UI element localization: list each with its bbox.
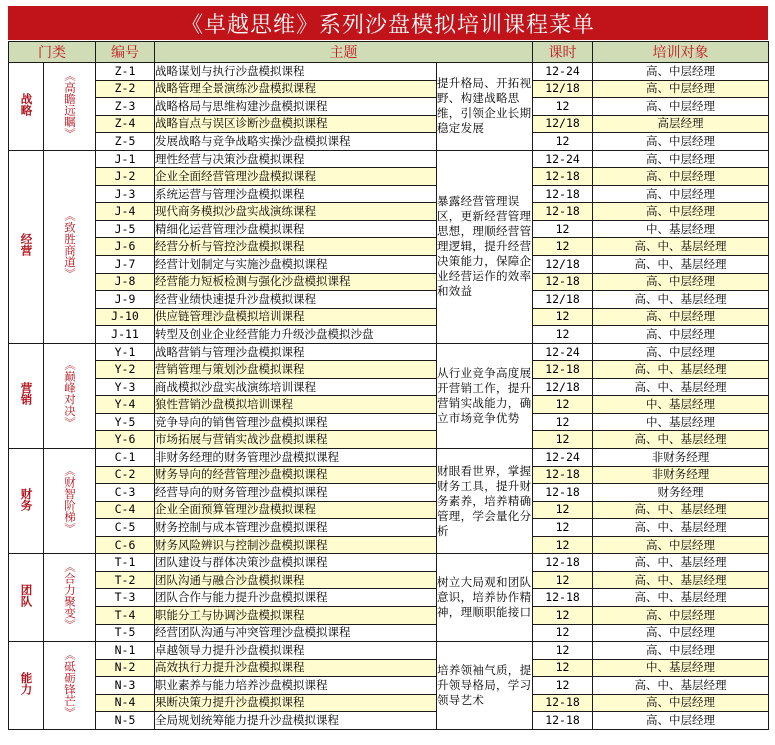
table-row [9, 185, 769, 203]
course-target: 高、中层经理 [593, 80, 769, 98]
table-row [9, 273, 769, 291]
course-name: 狼性营销沙盘模拟培训课程 [155, 396, 437, 414]
course-target: 高、中层经理 [593, 642, 769, 660]
course-hours: 12 [533, 326, 593, 344]
course-code: T-2 [96, 571, 155, 589]
course-target: 高、中层经理 [593, 624, 769, 642]
course-table-body [9, 63, 769, 730]
course-name: 经营导向的财务管理沙盘模拟课程 [155, 484, 437, 502]
category-description: 培养领袖气质，提升领导格局，学习领导艺术 [437, 642, 533, 730]
course-name: 现代商务模拟沙盘实战演练课程 [155, 203, 437, 221]
table-row [9, 203, 769, 221]
course-name: 企业全面经营管理沙盘模拟课程 [155, 168, 437, 186]
course-code: C-5 [96, 519, 155, 537]
course-code: Z-4 [96, 115, 155, 133]
course-name: 卓越领导力提升沙盘模拟课程 [155, 642, 437, 660]
course-hours: 12 [533, 642, 593, 660]
course-hours: 12 [533, 519, 593, 537]
course-code: Y-2 [96, 361, 155, 379]
course-hours: 12 [533, 571, 593, 589]
header-row [9, 42, 769, 63]
table-row [9, 396, 769, 414]
course-code: T-5 [96, 624, 155, 642]
course-code: Z-1 [96, 63, 155, 81]
course-name: 竞争导向的销售管理沙盘模拟课程 [155, 413, 437, 431]
category-slogan [44, 63, 96, 151]
course-code: J-6 [96, 238, 155, 256]
course-name: 团队建设与群体决策沙盘模拟课程 [155, 554, 437, 572]
category-description: 暴露经营管理误区，更新经营管理思想，理顺经营管理逻辑，提升经营决策能力，保障企业经营运作的效率和效益 [437, 150, 533, 343]
course-name: 经营团队沟通与冲突管理沙盘模拟课程 [155, 624, 437, 642]
course-code: Z-5 [96, 133, 155, 151]
table-row [9, 536, 769, 554]
table-row [9, 501, 769, 519]
table-row [9, 168, 769, 186]
course-hours: 12-18 [533, 589, 593, 607]
course-target: 高、中、基层经理 [593, 291, 769, 309]
course-target: 高、中层经理 [593, 343, 769, 361]
slogan-text: 《合力聚变》 [63, 561, 77, 631]
category-text: 团队 [19, 584, 34, 608]
course-target: 高、中层经理 [593, 168, 769, 186]
course-hours: 12 [533, 677, 593, 695]
course-target: 中、基层经理 [593, 396, 769, 414]
course-hours: 12-18 [533, 185, 593, 203]
course-hours: 12 [533, 308, 593, 326]
course-target: 高、中、基层经理 [593, 501, 769, 519]
course-code: C-3 [96, 484, 155, 502]
course-name: 供应链管理沙盘模拟培训课程 [155, 308, 437, 326]
course-hours: 12/18 [533, 291, 593, 309]
table-row [9, 413, 769, 431]
category-description: 从行业竞争高度展开营销工作，提升营销实战能力，确立市场竞争优势 [437, 343, 533, 448]
course-target: 高、中、基层经理 [593, 431, 769, 449]
category-slogan [44, 343, 96, 448]
course-target: 高、中层经理 [593, 326, 769, 344]
course-name: 经营业绩快速提升沙盘模拟课程 [155, 291, 437, 309]
course-code: Y-1 [96, 343, 155, 361]
table-row [9, 98, 769, 116]
course-hours: 12 [533, 431, 593, 449]
course-code: C-1 [96, 449, 155, 467]
course-hours: 12-18 [533, 712, 593, 730]
course-target: 中、基层经理 [593, 659, 769, 677]
course-code: T-4 [96, 606, 155, 624]
course-target: 中、基层经理 [593, 413, 769, 431]
table-row [9, 238, 769, 256]
table-row [9, 361, 769, 379]
course-code: Z-2 [96, 80, 155, 98]
course-hours: 12 [533, 396, 593, 414]
course-code: N-4 [96, 694, 155, 712]
course-target: 高、中层经理 [593, 185, 769, 203]
course-code: Y-5 [96, 413, 155, 431]
course-target: 高、中、基层经理 [593, 589, 769, 607]
category-slogan [44, 449, 96, 554]
course-name: 经营能力短板检测与强化沙盘模拟课程 [155, 273, 437, 291]
course-target: 高、中层经理 [593, 606, 769, 624]
course-target: 高、中层经理 [593, 694, 769, 712]
category-label [9, 343, 44, 448]
category-label [9, 63, 44, 151]
table-row [9, 63, 769, 81]
course-hours: 12-18 [533, 361, 593, 379]
category-description: 提升格局、开拓视野、构建战略思维，引领企业长期稳定发展 [437, 63, 533, 151]
course-target: 中、基层经理 [593, 220, 769, 238]
course-hours: 12/18 [533, 256, 593, 274]
course-code: N-3 [96, 677, 155, 695]
course-hours: 12 [533, 238, 593, 256]
slogan-text: 《财智阶梯》 [63, 464, 77, 534]
slogan-text: 《巅峰对决》 [63, 359, 77, 429]
course-hours: 12/18 [533, 378, 593, 396]
course-target: 高、中、基层经理 [593, 256, 769, 274]
course-hours: 12 [533, 606, 593, 624]
course-hours: 12 [533, 624, 593, 642]
course-hours: 12/18 [533, 115, 593, 133]
header-target: 培训对象 [593, 42, 769, 63]
table-row [9, 712, 769, 730]
course-target: 高、中、基层经理 [593, 554, 769, 572]
course-code: C-6 [96, 536, 155, 554]
course-hours: 12-18 [533, 168, 593, 186]
course-name: 职能分工与协调沙盘模拟课程 [155, 606, 437, 624]
course-target: 高、中层经理 [593, 712, 769, 730]
course-code: J-8 [96, 273, 155, 291]
course-name: 非财务经理的财务管理沙盘模拟课程 [155, 449, 437, 467]
course-target: 高层经理 [593, 115, 769, 133]
course-target: 高、中、基层经理 [593, 378, 769, 396]
course-name: 财务风险辨识与控制沙盘模拟课程 [155, 536, 437, 554]
course-hours: 12-18 [533, 203, 593, 221]
table-row [9, 80, 769, 98]
course-code: J-11 [96, 326, 155, 344]
table-row [9, 642, 769, 660]
category-label [9, 642, 44, 730]
table-row [9, 256, 769, 274]
course-name: 团队沟通与融合沙盘模拟课程 [155, 571, 437, 589]
course-code: Z-3 [96, 98, 155, 116]
course-hours: 12/18 [533, 80, 593, 98]
course-code: J-5 [96, 220, 155, 238]
course-target: 非财务经理 [593, 449, 769, 467]
course-name: 战略盲点与误区诊断沙盘模拟课程 [155, 115, 437, 133]
course-hours: 12-24 [533, 63, 593, 81]
course-hours: 12-18 [533, 273, 593, 291]
course-hours: 12-24 [533, 150, 593, 168]
course-target: 高、中层经理 [593, 273, 769, 291]
course-hours: 12-18 [533, 484, 593, 502]
course-target: 高、中层经理 [593, 203, 769, 221]
category-slogan [44, 554, 96, 642]
table-row [9, 326, 769, 344]
course-hours: 12 [533, 501, 593, 519]
course-code: N-2 [96, 659, 155, 677]
table-row [9, 291, 769, 309]
course-name: 精细化运营管理沙盘模拟课程 [155, 220, 437, 238]
course-hours: 12 [533, 133, 593, 151]
course-target: 高、中层经理 [593, 133, 769, 151]
course-name: 理性经营与决策沙盘模拟课程 [155, 150, 437, 168]
category-slogan [44, 642, 96, 730]
course-code: J-4 [96, 203, 155, 221]
table-row [9, 150, 769, 168]
category-text: 财务 [19, 487, 34, 511]
course-name: 战略谋划与执行沙盘模拟课程 [155, 63, 437, 81]
course-name: 经营计划制定与实施沙盘模拟课程 [155, 256, 437, 274]
table-row [9, 343, 769, 361]
course-menu-table [8, 41, 769, 730]
table-row [9, 589, 769, 607]
table-row [9, 220, 769, 238]
category-label [9, 449, 44, 554]
category-description: 树立大局观和团队意识，培养协作精神，理顺职能接口 [437, 554, 533, 642]
course-code: Y-4 [96, 396, 155, 414]
course-code: J-1 [96, 150, 155, 168]
course-code: J-9 [96, 291, 155, 309]
course-code: T-3 [96, 589, 155, 607]
course-target: 高、中、基层经理 [593, 519, 769, 537]
course-name: 职业素养与能力培养沙盘模拟课程 [155, 677, 437, 695]
course-code: J-3 [96, 185, 155, 203]
header-hours: 课时 [533, 42, 593, 63]
course-target: 高、中层经理 [593, 63, 769, 81]
course-target: 高、中层经理 [593, 150, 769, 168]
course-hours: 12 [533, 659, 593, 677]
header-category: 门类 [9, 42, 96, 63]
table-row [9, 571, 769, 589]
course-target: 高、中、基层经理 [593, 571, 769, 589]
course-target: 高、中层经理 [593, 536, 769, 554]
table-row [9, 624, 769, 642]
table-row [9, 431, 769, 449]
header-topic: 主题 [155, 42, 533, 63]
table-row [9, 133, 769, 151]
course-target: 高、中、基层经理 [593, 677, 769, 695]
category-text: 经营 [19, 233, 34, 257]
course-name: 财务导向的经营管理沙盘模拟课程 [155, 466, 437, 484]
table-row [9, 606, 769, 624]
course-target: 高、中、基层经理 [593, 361, 769, 379]
course-name: 财务控制与成本管理沙盘模拟课程 [155, 519, 437, 537]
course-name: 经营分析与管控沙盘模拟课程 [155, 238, 437, 256]
course-code: C-2 [96, 466, 155, 484]
page-title: 《卓越思维》系列沙盘模拟培训课程菜单 [8, 6, 768, 40]
course-code: T-1 [96, 554, 155, 572]
course-name: 系统运营与管理沙盘模拟课程 [155, 185, 437, 203]
course-hours: 12 [533, 98, 593, 116]
slogan-text: 《砥砺锋芒》 [63, 648, 77, 718]
course-code: Y-3 [96, 378, 155, 396]
course-name: 战略管理全景演练沙盘模拟课程 [155, 80, 437, 98]
course-target: 高、中层经理 [593, 308, 769, 326]
category-label [9, 150, 44, 343]
course-hours: 12-24 [533, 449, 593, 467]
course-name: 市场拓展与营销实战沙盘模拟课程 [155, 431, 437, 449]
table-row [9, 466, 769, 484]
category-slogan [44, 150, 96, 343]
course-name: 果断决策力提升沙盘模拟课程 [155, 694, 437, 712]
category-text: 战略 [19, 92, 34, 116]
table-row [9, 115, 769, 133]
course-name: 战略格局与思维构建沙盘模拟课程 [155, 98, 437, 116]
course-hours: 12-18 [533, 694, 593, 712]
table-row [9, 449, 769, 467]
course-name: 全局规划统筹能力提升沙盘模拟课程 [155, 712, 437, 730]
course-code: N-5 [96, 712, 155, 730]
course-target: 财务经理 [593, 484, 769, 502]
course-name: 营销管理与策划沙盘模拟课程 [155, 361, 437, 379]
course-hours: 12 [533, 220, 593, 238]
course-code: J-2 [96, 168, 155, 186]
course-name: 转型及创业企业经营能力升级沙盘模拟沙盘 [155, 326, 437, 344]
course-code: J-10 [96, 308, 155, 326]
course-code: J-7 [96, 256, 155, 274]
course-code: N-1 [96, 642, 155, 660]
table-row [9, 554, 769, 572]
slogan-text: 《致胜商道》 [63, 210, 77, 280]
category-description: 财眼看世界，掌握财务工具，提升财务素养，培养精确管理，学会量化分析 [437, 449, 533, 554]
table-row [9, 484, 769, 502]
course-hours: 12-18 [533, 554, 593, 572]
category-text: 能力 [19, 671, 34, 695]
course-target: 高、中、基层经理 [593, 238, 769, 256]
table-row [9, 659, 769, 677]
course-name: 团队合作与能力提升沙盘模拟课程 [155, 589, 437, 607]
course-target: 非财务经理 [593, 466, 769, 484]
table-row [9, 519, 769, 537]
course-code: C-4 [96, 501, 155, 519]
course-code: Y-6 [96, 431, 155, 449]
course-name: 战略营销与管理沙盘模拟课程 [155, 343, 437, 361]
course-hours: 12-24 [533, 343, 593, 361]
table-row [9, 308, 769, 326]
course-hours: 12-18 [533, 466, 593, 484]
category-text: 营销 [19, 382, 34, 406]
course-hours: 12 [533, 536, 593, 554]
slogan-text: 《高瞻远瞩》 [63, 69, 77, 139]
course-name: 企业全面预算管理沙盘模拟课程 [155, 501, 437, 519]
course-name: 发展战略与竞争战略实操沙盘模拟课程 [155, 133, 437, 151]
table-row [9, 694, 769, 712]
table-row [9, 677, 769, 695]
course-name: 商战模拟沙盘实战演练培训课程 [155, 378, 437, 396]
course-hours: 12 [533, 413, 593, 431]
course-name: 高效执行力提升沙盘模拟课程 [155, 659, 437, 677]
table-row [9, 378, 769, 396]
header-code: 编号 [96, 42, 155, 63]
category-label [9, 554, 44, 642]
course-target: 高、中层经理 [593, 98, 769, 116]
